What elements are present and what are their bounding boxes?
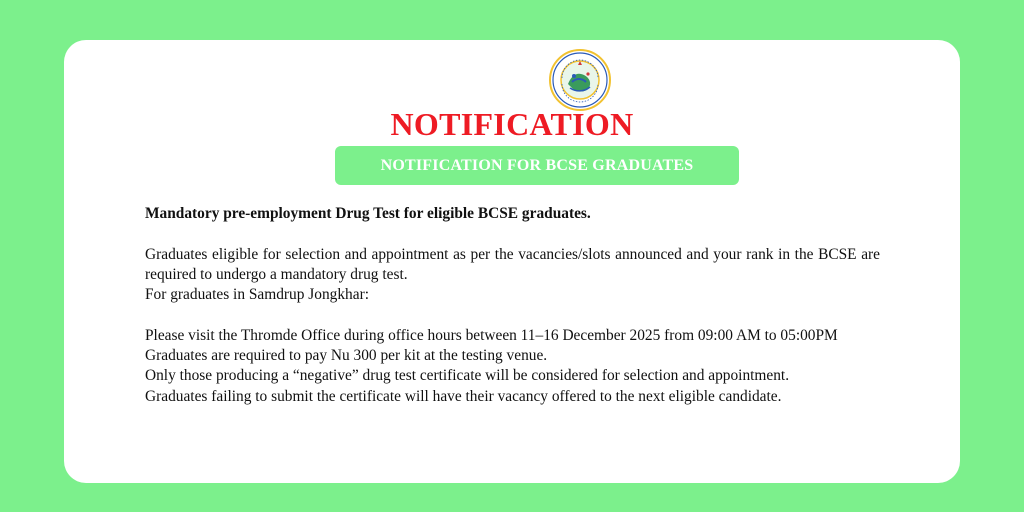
notice-paragraph-schedule: Please visit the Thromde Office during office hours between 11–16 December 2025 from 09:00 AM to 05:00PM xyxy=(145,326,838,344)
notice-paragraph-fee: Graduates are required to pay Nu 300 per kit at the testing venue. xyxy=(145,347,548,365)
paragraph-gap xyxy=(145,224,880,244)
notification-body xyxy=(145,204,880,407)
notification-card xyxy=(64,40,960,483)
notice-paragraph-certificate: Only those producing a “negative” drug test certificate will be considered for selection and appointment. xyxy=(145,367,790,385)
notice-paragraph-location: For graduates in Samdrup Jongkhar: xyxy=(145,286,369,304)
notice-lead: Mandatory pre-employment Drug Test for eligible BCSE graduates. xyxy=(145,205,591,222)
notification-banner: NOTIFICATION FOR BCSE GRADUATES xyxy=(335,146,739,185)
notification-heading: NOTIFICATION xyxy=(390,106,634,142)
thromde-emblem-icon xyxy=(548,48,612,112)
paragraph-gap xyxy=(145,305,880,325)
notice-paragraph-eligibility: Graduates eligible for selection and appointment as per the vacancies/slots announced and your rank in the BCSE are required to undergo a mandatory drug test. xyxy=(145,245,880,283)
notice-paragraph-consequence: Graduates failing to submit the certificate will have their vacancy offered to the next eligible candidate. xyxy=(145,387,782,405)
